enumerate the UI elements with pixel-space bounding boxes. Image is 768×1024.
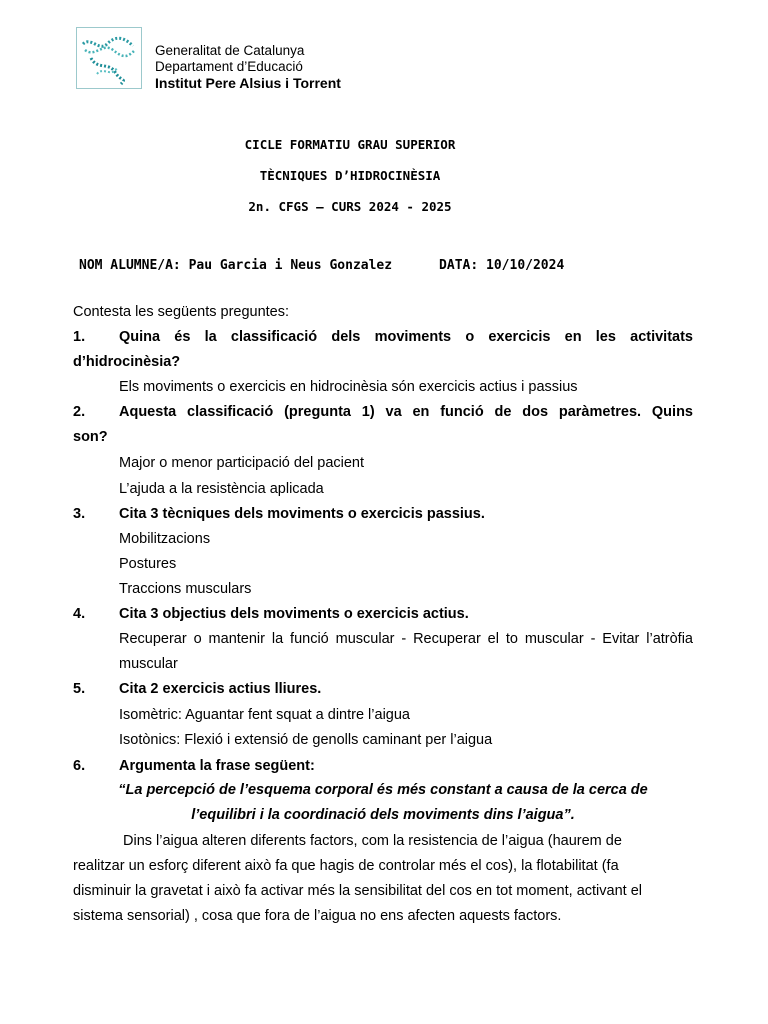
question-5-text: Cita 2 exercicis actius lliures. (119, 681, 322, 697)
question-3-number: 3. (73, 506, 86, 522)
answer-3-item: Postures (119, 556, 177, 572)
answer-6-paragraph-line: sistema sensorial) , cosa que fora de l’aigua no ens afecten aquests factors. (73, 908, 562, 924)
question-1-text-cont: d’hidrocinèsia? (73, 354, 181, 370)
question-2-number: 2. (73, 404, 86, 420)
answer-3-item: Mobilitzacions (119, 531, 211, 547)
department-name: Departament d’Educació (155, 59, 303, 74)
org-name: Generalitat de Catalunya (155, 43, 305, 58)
question-6-number: 6. (73, 758, 86, 774)
answer-4: Recuperar o mantenir la funció muscular - Recuperar el to muscular - Evitar l’atròfia (119, 631, 693, 647)
answer-2-item: L’ajuda a la resistència aplicada (119, 481, 324, 497)
course-title-line2: TÈCNIQUES D’HIDROCINÈSIA (259, 168, 441, 183)
answer-6-paragraph-line: Dins l’aigua alteren diferents factors, com la resistencia de l’aigua (haurem de (123, 833, 622, 849)
answer-6-paragraph-line: realitzar un esforç diferent això fa que hagis de controlar més el cos), la flotabilitat (fa (73, 858, 619, 874)
quote-line: l’equilibri i la coordinació dels moviments dins l’aigua”. (191, 807, 575, 823)
answer-6-paragraph-line: disminuir la gravetat i això fa activar més la sensibilitat del cos en tot moment, activant el (73, 883, 642, 899)
date-label: DATA: (439, 258, 479, 273)
instructions: Contesta les següents preguntes: (73, 304, 290, 320)
date-value: 10/10/2024 (486, 258, 565, 273)
school-name: Institut Pere Alsius i Torrent (155, 75, 341, 91)
question-1-text: Quina és la classificació dels moviments o exercicis en les activitats (119, 329, 693, 345)
course-title-line1: CICLE FORMATIU GRAU SUPERIOR (244, 137, 456, 152)
question-2-text-cont: son? (73, 429, 108, 445)
question-5-number: 5. (73, 681, 86, 697)
quote-line: “La percepció de l’esquema corporal és més constant a causa de la cerca de (118, 782, 648, 798)
question-4-text: Cita 3 objectius dels moviments o exercicis actius. (119, 606, 469, 622)
answer-4-cont: muscular (119, 656, 178, 672)
logo-swirl-graphic (77, 28, 141, 88)
question-3-text: Cita 3 tècniques dels moviments o exercicis passius. (119, 506, 485, 522)
answer-1: Els moviments o exercicis en hidrocinèsia són exercicis actius i passius (119, 379, 578, 395)
generalitat-logo (76, 27, 142, 89)
name-label: NOM ALUMNE/A: (79, 258, 181, 273)
student-names: Pau Garcia i Neus Gonzalez (188, 258, 393, 273)
question-6-text: Argumenta la frase següent: (119, 758, 315, 774)
answer-2-item: Major o menor participació del pacient (119, 455, 365, 471)
course-title-line3: 2n. CFGS – CURS 2024 - 2025 (248, 199, 452, 214)
answer-5-item: Isotònics: Flexió i extensió de genolls caminant per l’aigua (119, 732, 493, 748)
answer-3-item: Traccions musculars (119, 581, 252, 597)
question-4-number: 4. (73, 606, 86, 622)
organization-block (155, 43, 341, 91)
answer-5-item: Isomètric: Aguantar fent squat a dintre l’aigua (119, 707, 410, 723)
student-info-line (79, 258, 564, 273)
question-1-number: 1. (73, 329, 86, 345)
question-2-text: Aquesta classificació (pregunta 1) va en funció de dos paràmetres. Quins (119, 404, 693, 420)
